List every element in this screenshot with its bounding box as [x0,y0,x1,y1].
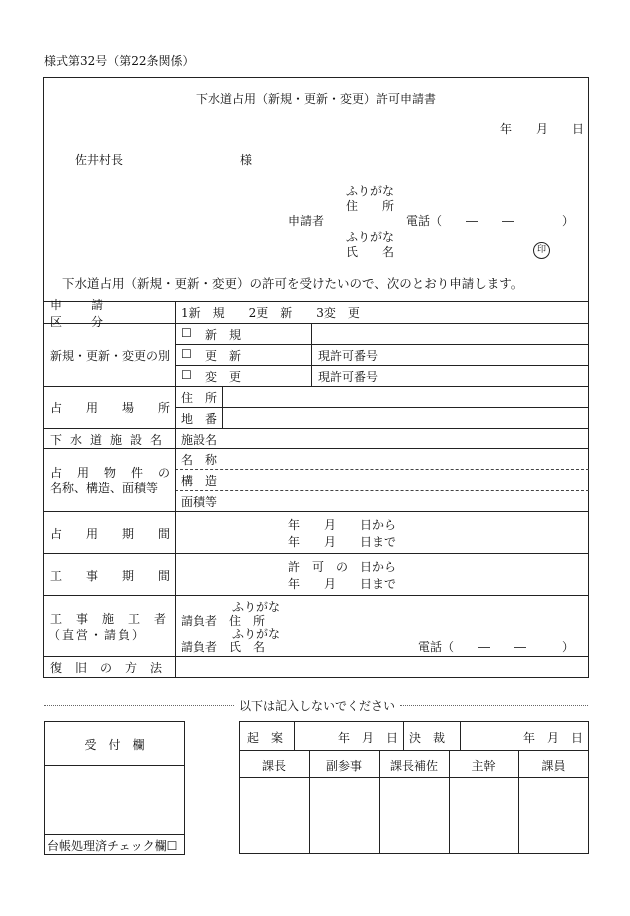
honorific: 様 [240,153,253,167]
period-to: 年 月 日まで [288,535,397,549]
type-change-checkbox[interactable]: ☐ [181,368,192,382]
draft-label: 起 案 [247,731,284,745]
form-id: 様式第32号（第22条関係） [44,54,195,68]
object-structure-label: 構 造 [181,474,218,488]
applicant-label: 申請者 [288,214,325,228]
category-label-text: 申請区分 [50,297,133,329]
applicant-address-label: 住 所 [346,199,395,213]
draft-date: 年 月 日 [338,731,399,745]
addressee: 佐井村長 [75,153,124,167]
col-staff: 課員 [541,759,566,773]
applicant-furigana-2: ふりがな [346,230,395,244]
applicant-name-label: 氏 名 [346,245,395,259]
contractor-furigana-2: ふりがな [232,627,281,641]
facility-name-label: 施設名 [181,433,218,447]
period-label: 占用期間 [50,527,195,541]
category-options[interactable]: 1新 規 2更 新 3変 更 [181,306,360,320]
divider-text: 以下は記入しないでください [238,699,395,713]
form-title: 下水道占用（新規・更新・変更）許可申請書 [195,92,436,106]
location-address-label: 住 所 [181,391,218,405]
applicant-furigana: ふりがな [346,184,395,198]
type-new-label: 新 規 [205,328,242,342]
contractor-address-label: 請負者 住 所 [181,614,266,628]
type-renew-label: 更 新 [205,349,242,363]
col-chief-officer: 主幹 [471,759,496,773]
type-renew-checkbox[interactable]: ☐ [181,347,192,361]
decision-label: 決 裁 [409,731,446,745]
change-permit-number-label: 現許可番号 [318,370,379,384]
renew-permit-number-label: 現許可番号 [318,349,379,363]
col-deputy: 副参事 [325,759,362,773]
decision-date: 年 月 日 [523,731,584,745]
statement: 下水道占用（新規・更新・変更）の許可を受けたいので、次のとおり申請します。 [62,276,524,291]
object-name-label: 名 称 [181,453,218,467]
contractor-name-label: 請負者 氏 名 [181,640,266,654]
period-from: 年 月 日から [288,518,397,532]
location-label: 占用場所 [50,401,195,415]
contractor-furigana-1: ふりがな [232,600,281,614]
contractor-label-2: （直営・請負） [48,628,147,642]
col-section-chief: 課長 [261,759,286,773]
category-label [50,297,170,329]
object-label-1: 占用物件の [50,466,186,480]
seal-mark: 印 [533,242,550,259]
location-lot-label: 地 番 [181,412,218,426]
object-area-label: 面積等 [181,495,218,509]
date-line: 年 月 日 [500,122,585,136]
col-assistant-chief: 課長補佐 [389,759,438,773]
type-label: 新規・更新・変更の別 [50,349,171,363]
construction-period-to: 年 月 日まで [288,577,397,591]
contractor-phone: 電話（ ― ― ） [418,640,575,654]
reception-title: 受 付 欄 [84,738,145,752]
ledger-check[interactable]: 台帳処理済チェック欄☐ [47,839,178,853]
contractor-label-1: 工事施工者 [50,612,181,626]
facility-label: 下水道施設名 [50,433,171,447]
applicant-phone: 電話（ ― ― ） [406,214,575,228]
construction-period-label: 工事期間 [50,569,195,583]
type-change-label: 変 更 [205,370,242,384]
construction-period-from: 許 可 の 日から [288,560,397,574]
object-label-2: 名称、構造、面積等 [50,481,159,495]
type-new-checkbox[interactable]: ☐ [181,326,192,340]
restore-label: 復旧の方法 [50,661,176,675]
